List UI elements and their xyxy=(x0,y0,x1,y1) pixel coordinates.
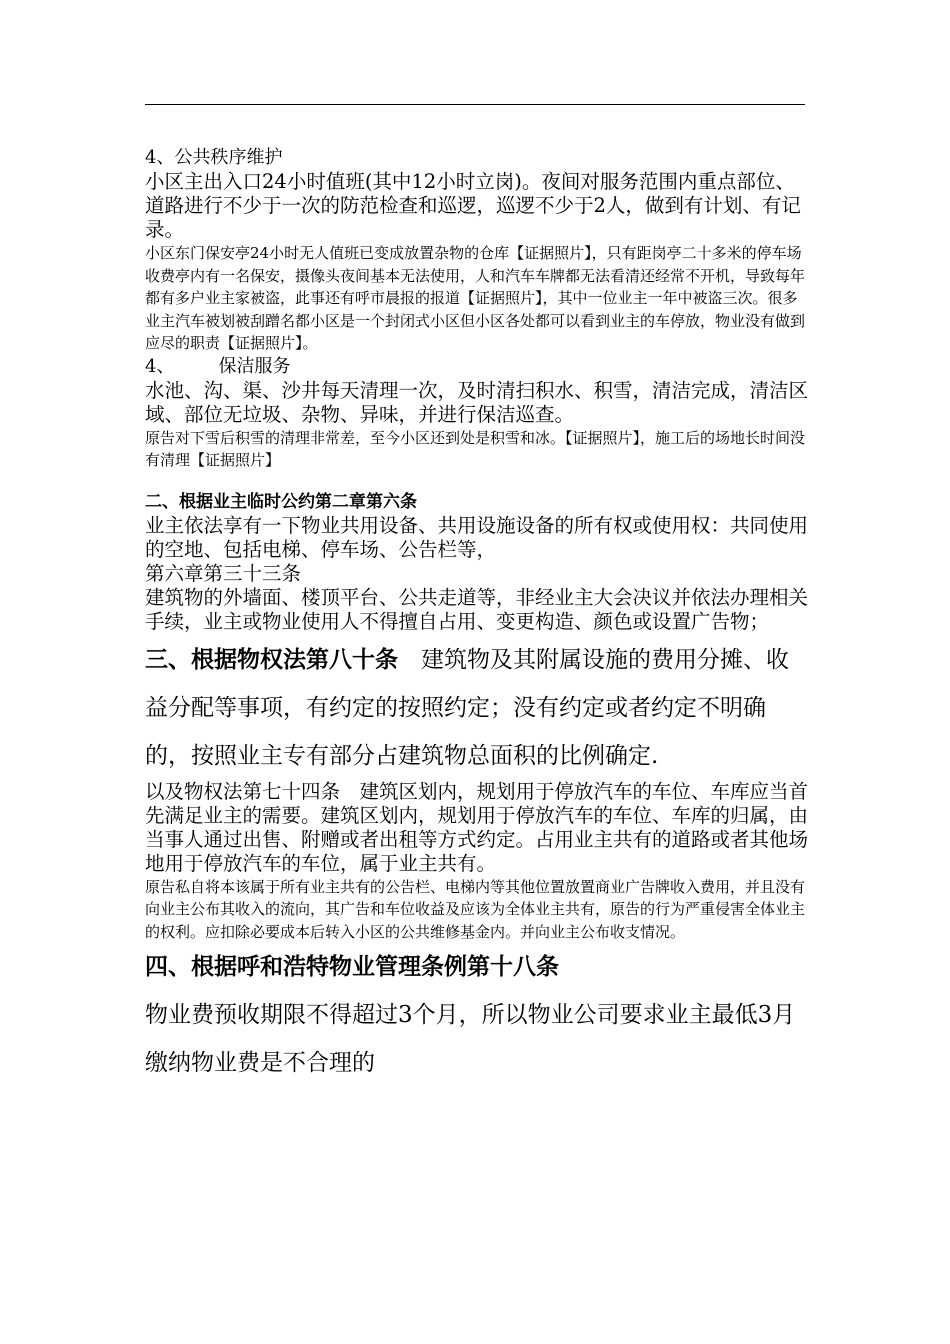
section-4-body: 小区主出入口24小时值班(其中12小时立岗)。夜间对服务范围内重点部位、道路进行不少于一次的防范检查和巡逻，巡逻不少于2人，做到有计划、有记录。 xyxy=(145,170,801,241)
section-2-subheading: 第六章第三十三条 xyxy=(145,561,302,585)
section-3-note: 原告私自将本该属于所有业主共有的公告栏、电梯内等其他位置放置商业广告牌收入费用，并且没有向业主公布其收入的流向，其广告和车位收益及应该为全体业主共有，原告的行为严重侵害全体业主的权利。应扣除必要成本后转入小区的公共维修基金内。并向业主公布收支情况。 xyxy=(145,877,806,941)
section-3 xyxy=(145,636,810,780)
section-3-heading: 三、根据物权法第八十条 xyxy=(145,646,398,673)
section-4-law-heading: 四、根据呼和浩特物业管理条例第十八条 xyxy=(145,954,559,980)
section-2-body: 业主依法享有一下物业共用设备、共用设施设备的所有权或使用权：共同使用的空地、包括电梯、停车场、公告栏等， xyxy=(145,513,809,561)
cleaning-heading-num: 4、 xyxy=(145,355,175,377)
cleaning-heading xyxy=(145,355,810,379)
section-2-body-2: 建筑物的外墙面、楼顶平台、公共走道等，非经业主大会决议并依法办理相关手续，业主或物业使用人不得擅自占用、变更构造、颜色或设置广告物； xyxy=(145,585,809,633)
section-3-body: 建筑物及其附属设施的费用分摊、收益分配等事项，有约定的按照约定；没有约定或者约定不明确的，按照业主专有部分占建筑物总面积的比例确定. xyxy=(145,646,789,769)
section-2-heading: 二、根据业主临时公约第二章第六条 xyxy=(145,491,417,512)
cleaning-body: 水池、沟、渠、沙井每天清理一次，及时清扫积水、积雪，清洁完成，清洁区域、部位无垃圾、杂物、异味，并进行保洁巡查。 xyxy=(145,378,809,426)
section-4-heading: 4、公共秩序维护 xyxy=(145,147,283,168)
header-rule xyxy=(145,104,805,105)
document-body xyxy=(145,146,810,1087)
section-4-note: 小区东门保安亭24小时无人值班已变成放置杂物的仓库【证据照片】，只有距岗亭二十多米的停车场收费亭内有一名保安，摄像头夜间基本无法使用，人和汽车车牌都无法看清还经常不开机，导致每年都有多户业主家被盗，此事还有呼市晨报的报道【证据照片】，其中一位业主一年中被盗三次。很多业主汽车被划被刮蹭名都小区是一个封闭式小区但小区各处都可以看到业主的车停放，物业没有做到应尽的职责【证据照片】。 xyxy=(145,244,806,352)
cleaning-note: 原告对下雪后积雪的清理非常差，至今小区还到处是积雪和冰。【证据照片】，施工后的场地长时间没有清理【证据照片】 xyxy=(145,428,806,469)
cleaning-heading-text: 保洁服务 xyxy=(218,355,291,377)
section-4-law-body: 物业费预收期限不得超过3个月，所以物业公司要求业主最低3月缴纳物业费是不合理的 xyxy=(145,1002,796,1076)
section-3-sub: 以及物权法第七十四条 建筑区划内，规划用于停放汽车的车位、车库应当首先满足业主的需要。建筑区划内，规划用于停放汽车的车位、车库的归属，由当事人通过出售、附赠或者出租等方式约定。占用业主共有的道路或者其他场地用于停放汽车的车位，属于业主共有。 xyxy=(145,779,809,875)
